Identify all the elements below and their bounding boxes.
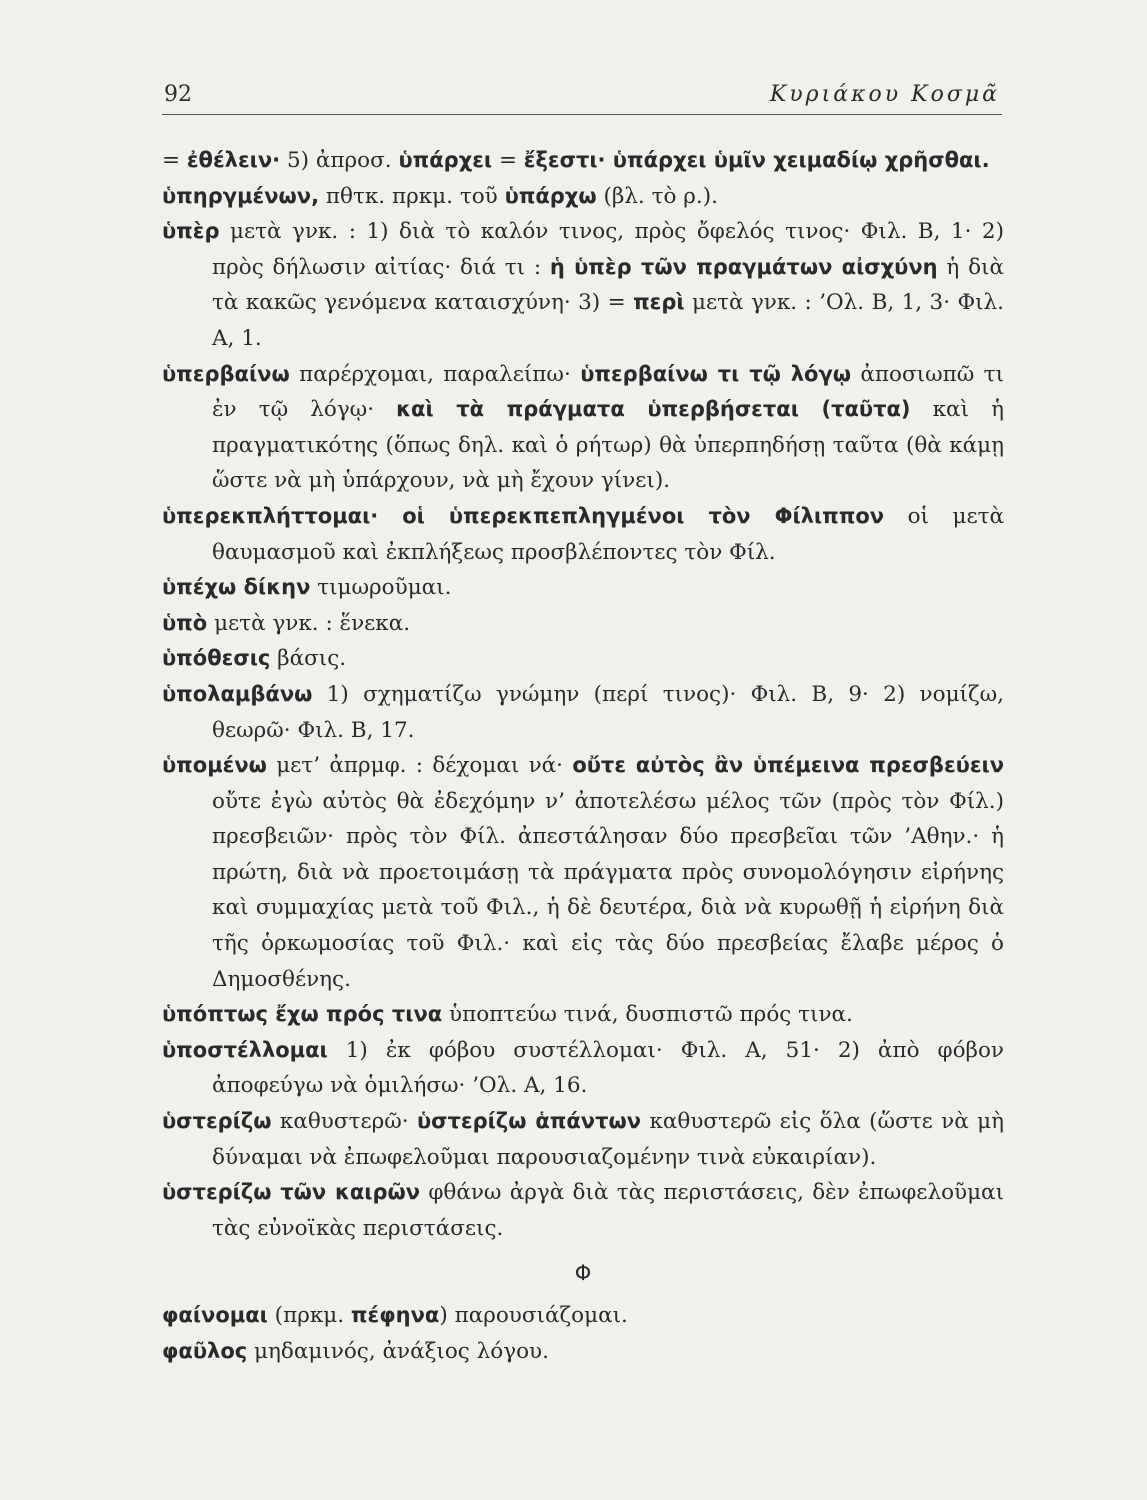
- definition-text: καθυστερῶ εἰς ὅλα (ὥστε νὰ μὴ δύναμαι νὰ ἐπωφελοῦμαι παρουσιαζομένην τινὰ εὐκαιρίαν).: [212, 1109, 1004, 1170]
- headword: ὑπερβαίνω: [162, 361, 290, 386]
- definition-text: ἡ διὰ τὰ κακῶς γενόμενα καταισχύνη· 3) =: [212, 254, 1004, 316]
- headword: ὑστερίζω τῶν καιρῶν: [162, 1180, 421, 1205]
- glossary-entry: [162, 1104, 1004, 1175]
- definition-text: μετὰ γνκ. : ’Ολ. Β, 1, 3· Φιλ. Α, 1.: [212, 290, 1005, 351]
- headword: ἐθέλειν·: [186, 148, 281, 172]
- definition-text: 1) ἐκ φόβου συστέλλομαι· Φιλ. Α, 51· 2) ἀπὸ φόβον ἀποφεύγω νὰ ὁμιλήσω· ’Ολ. Α, 16.: [212, 1037, 1004, 1099]
- glossary-entry: [162, 570, 1004, 606]
- glossary-entry: [162, 1334, 1004, 1370]
- page-header: [162, 78, 1002, 115]
- definition-text: μετ’ ἀπρμφ. : δέχομαι νά·: [266, 753, 573, 779]
- definition-text: ὑποπτεύω τινά, δυσπιστῶ πρός τινα.: [442, 1002, 853, 1028]
- headword: ὑπομένω: [162, 753, 267, 778]
- definition-text: παρέρχομαι, παραλείπω·: [289, 361, 581, 387]
- glossary-body: [162, 143, 1004, 1369]
- headword: φαῦλος: [162, 1338, 248, 1363]
- headword: ὑπερβαίνω τι τῷ λόγῳ: [580, 361, 852, 386]
- definition-text: ἀποσιωπῶ τι ἐν τῷ λόγῳ·: [212, 361, 1005, 423]
- headword: ὑπερεκπλήττομαι· οἱ ὑπερεκπεπληγμένοι τὸν Φίλιππον: [162, 503, 885, 528]
- glossary-entry: [162, 997, 1004, 1033]
- definition-text: μετὰ γνκ. : ἕνεκα.: [207, 610, 411, 636]
- definition-text: μετὰ γνκ. : 1) διὰ τὸ καλόν τινος, πρὸς ὄφελός τινος· Φιλ. Β, 1· 2) πρὸς δήλωσιν αἰτίας· διά τι :: [212, 219, 1004, 280]
- headword: ὑπὸ: [162, 610, 208, 635]
- headword: ὑποστέλλομαι: [162, 1037, 328, 1062]
- headword: ὑπόπτως ἔχω πρός τινα: [162, 1002, 443, 1027]
- definition-text: τιμωροῦμαι.: [310, 575, 452, 601]
- glossary-entry: [162, 641, 1004, 677]
- headword: καὶ τὰ πράγματα ὑπερβήσεται (ταῦτα): [396, 397, 911, 422]
- definition-text: ) παρουσιάζομαι.: [439, 1303, 628, 1328]
- headword: περὶ: [633, 290, 685, 315]
- headword: ἔξεστι· ὑπάρχει ὑμῖν χειμαδίῳ χρῆσθαι.: [523, 148, 990, 172]
- glossary-entry: [162, 748, 1004, 997]
- glossary-entry: [162, 143, 1004, 179]
- glossary-entry: [162, 214, 1004, 356]
- glossary-entry: [162, 179, 1004, 215]
- definition-text: βάσις.: [270, 646, 347, 672]
- entries-upsilon: [162, 143, 1004, 1246]
- headword: οὔτε αὐτὸς ἂν ὑπέμεινα πρεσβεύειν: [572, 753, 1005, 778]
- glossary-entry: [162, 1033, 1004, 1104]
- headword: ὑπηργμένων,: [162, 183, 320, 208]
- headword: ἡ ὑπὲρ τῶν πραγμάτων αἰσχύνη: [549, 254, 938, 279]
- definition-text: καὶ ἡ πραγματικότης (ὅπως δηλ. καὶ ὁ ρήτωρ) θὰ ὑπερπηδήσῃ ταῦτα (θὰ κάμῃ ὥστε νὰ μὴ ὑπάρχουν, νὰ μὴ ἔχουν γίνει).: [212, 397, 1004, 494]
- definition-text: οὔτε ἐγὼ αὐτὸς θὰ ἐδεχόμην ν’ ἀποτελέσω μέλος τῶν (πρὸς τὸν Φίλ.) πρεσβειῶν· πρὸς τὸν Φίλ. ἀπεστάλησαν δύο πρεσβεῖαι τῶν ’Αθην.· ἡ πρώτη, διὰ νὰ προετοιμάσῃ τὰ πράγματα πρὸς συνομολόγησιν εἰρήνης καὶ συμμαχίας μετὰ τοῦ Φιλ., ἡ δὲ δευτέρα, διὰ νὰ κυρωθῇ ἡ εἰρήνη διὰ τῆς ὁρκωμοσίας τοῦ Φιλ.· καὶ εἰς τὰς δύο πρεσβείας ἔλαβε μέρος ὁ Δημοσθένης.: [212, 788, 1004, 992]
- headword: πέφηνα: [350, 1303, 440, 1327]
- definition-text: 1) σχηματίζω γνώμην (περί τινος)· Φιλ. Β, 9· 2) νομίζω, θεωρῶ· Φιλ. Β, 17.: [212, 681, 1004, 743]
- entries-phi: [162, 1298, 1004, 1369]
- definition-text: (πρκμ.: [267, 1303, 351, 1328]
- headword: ὑπολαμβάνω: [162, 681, 313, 706]
- definition-text: καθυστερῶ·: [271, 1109, 417, 1135]
- glossary-entry: [162, 677, 1004, 748]
- section-letter: Φ: [574, 1261, 592, 1286]
- definition-text: φθάνω ἀργὰ διὰ τὰς περιστάσεις, δὲν ἐπωφελοῦμαι τὰς εὐνοϊκὰς περιστάσεις.: [212, 1180, 1005, 1241]
- definition-text: 5) ἀπροσ.: [280, 148, 399, 173]
- glossary-entry: [162, 499, 1004, 570]
- headword: ὑπόθεσις: [162, 646, 271, 671]
- glossary-entry: [162, 357, 1004, 499]
- headword: ὑπὲρ: [162, 219, 220, 244]
- glossary-entry: [162, 1298, 1004, 1334]
- running-head: Κυριάκου Κοσμᾶ: [769, 82, 1000, 107]
- headword: ὑστερίζω: [162, 1109, 272, 1134]
- headword: φαίνομαι: [162, 1303, 268, 1327]
- headword: ὑπάρχω: [504, 183, 597, 208]
- definition-text: μηδαμινός, ἀνάξιος λόγου.: [247, 1338, 549, 1364]
- page-number: 92: [164, 82, 192, 107]
- definition-text: (βλ. τὸ ρ.).: [596, 183, 718, 209]
- headword: ὑπάρχει: [398, 148, 493, 172]
- headword: ὑστερίζω ἁπάντων: [416, 1109, 642, 1134]
- definition-text: πθτκ. πρκμ. τοῦ: [319, 183, 505, 209]
- glossary-entry: [162, 606, 1004, 642]
- definition-text: οἱ μετὰ θαυμασμοῦ καὶ ἐκπλήξεως προσβλέποντες τὸν Φίλ.: [212, 503, 1004, 565]
- headword: ὑπέχω δίκην: [162, 575, 311, 600]
- glossary-entry: [162, 1175, 1004, 1246]
- definition-text: =: [492, 148, 524, 173]
- definition-text: =: [162, 148, 187, 173]
